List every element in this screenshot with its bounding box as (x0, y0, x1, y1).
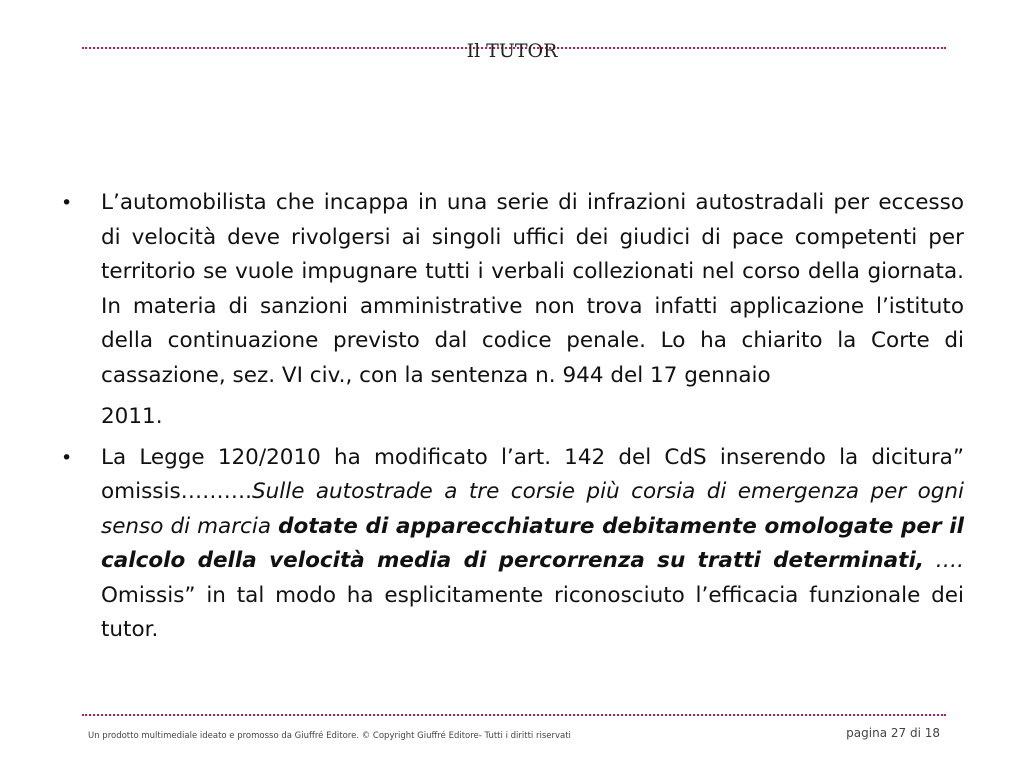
bullet-1-year-line (101, 400, 964, 435)
slide-content (60, 186, 964, 648)
bullet-icon: • (61, 446, 73, 469)
bullet-2-ellipsis: …. (924, 548, 964, 573)
bullet-1-period: . (155, 404, 163, 429)
bullet-2-outro: Omissis” in tal modo ha esplicitamente riconosciuto l’efficacia funzionale dei tutor. (101, 582, 964, 642)
bullet-2-quote-bold: dotate di apparecchiature debitamente omologate per il calcolo della velocità media di percorrenza su tratti determinati, (101, 513, 964, 573)
footer-credits: Un prodotto multimediale ideato e promosso da Giuffré Editore. © Copyright Giuffré Editore- Tutti i diritti riservati (88, 731, 571, 741)
bullet-item-2 (60, 441, 964, 648)
bullet-item-1 (60, 186, 964, 435)
bottom-dotted-divider (82, 714, 946, 716)
bullet-2-intro: La Legge 120/2010 ha modificato l’art. 142 del CdS inserendo la dicitura” omissis………. (101, 444, 964, 504)
slide-title (0, 40, 1024, 62)
bullet-2-quote-italic: Sulle autostrade a tre corsie più corsia di emergenza per ogni senso di marcia (101, 479, 964, 539)
bullet-1-year: 2011 (101, 404, 156, 429)
page-number: pagina 27 di 18 (846, 726, 940, 740)
bullet-icon: • (61, 192, 73, 214)
bullet-1-text: L’automobilista che incappa in una serie di infrazioni autostradali per eccesso di velocità deve rivolgersi ai singoli uffici dei giudici di pace competenti per territorio se vuole impugnare tutti i verbali collezionati nel corso della giornata. In materia di sanzioni amministrative non trova infatti applicazione l’istituto della continuazione previsto dal codice penale. Lo ha chiarito la Corte di cassazione, sez. VI civ., con la sentenza n. 944 del 17 gennaio (101, 190, 964, 388)
slide-title-text: Il TUTOR (466, 40, 558, 62)
